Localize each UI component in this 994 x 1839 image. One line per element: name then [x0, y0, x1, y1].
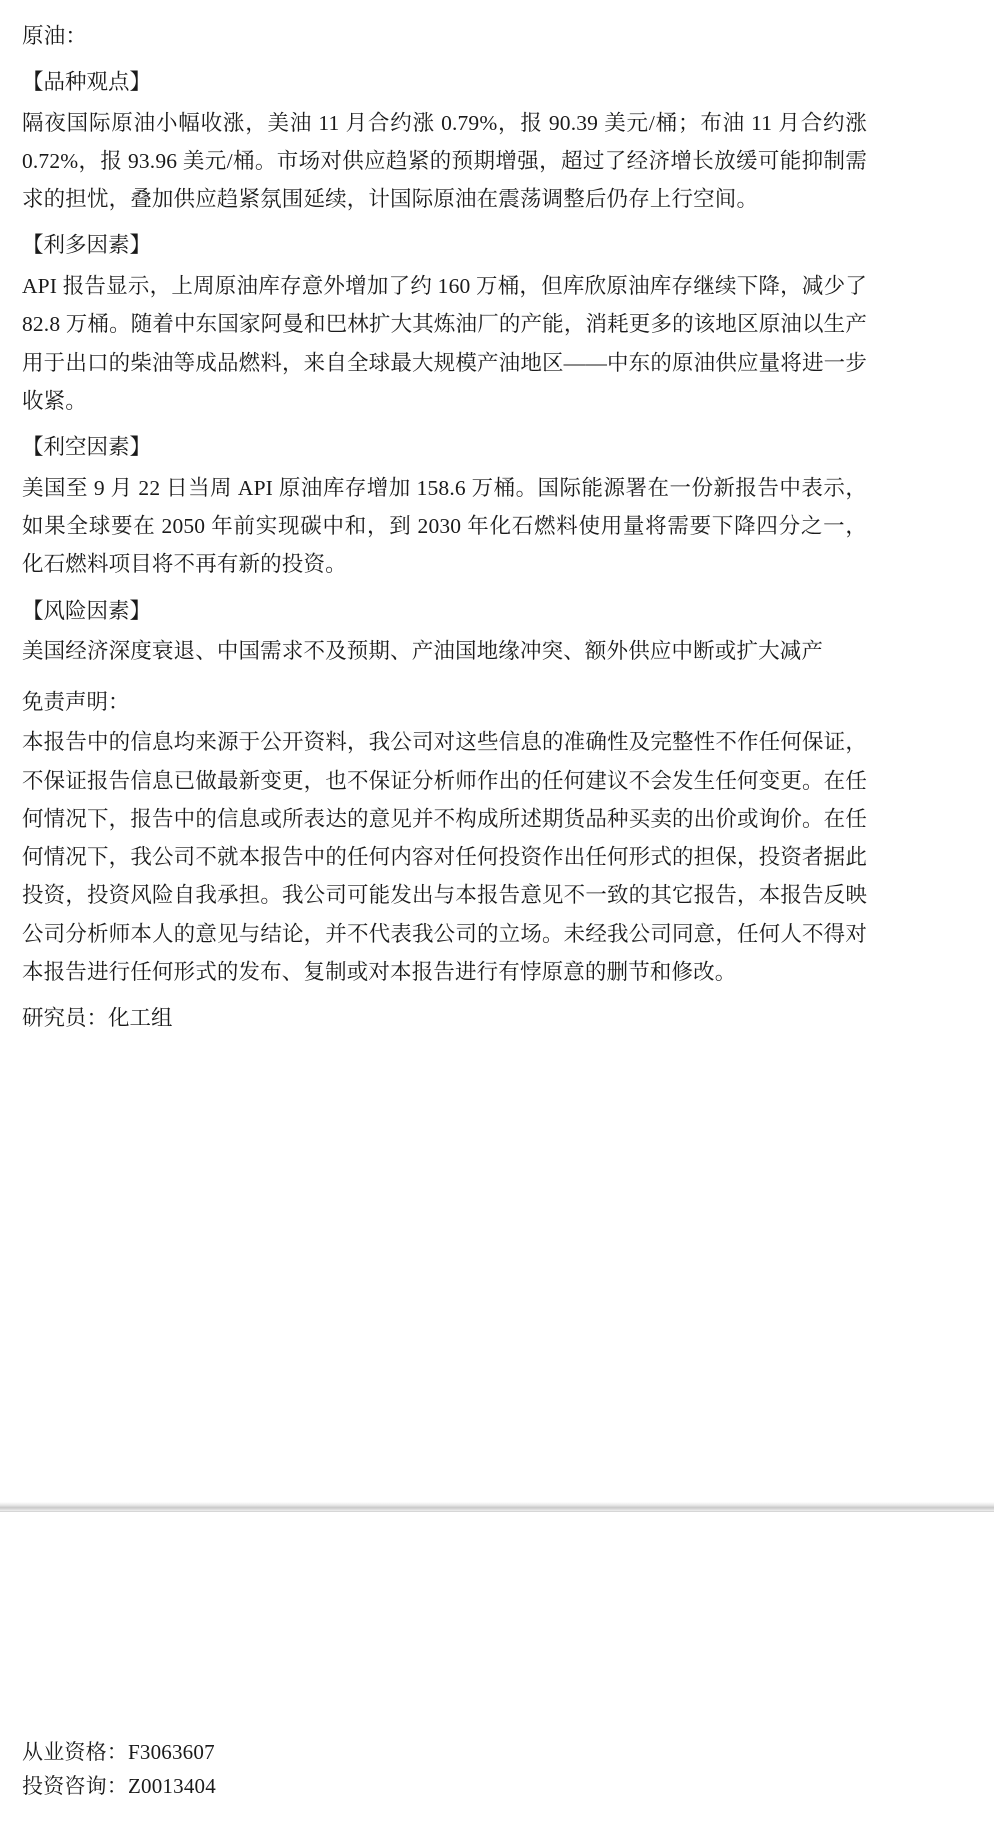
document-title: 原油：	[22, 24, 88, 48]
footer-consulting: 投资咨询：Z0013404	[22, 1773, 216, 1798]
section-risk-factors	[22, 592, 867, 671]
section-variety-view	[22, 63, 867, 218]
divider-gradient	[0, 1502, 994, 1511]
section-body: 隔夜国际原油小幅收涨，美油 11 月合约涨 0.79%，报 90.39 美元/桶；布油 11 月合约涨 0.72%，报 93.96 美元/桶。市场对供应趋紧的预期增强，超过了经济增长放缓可能抑制需求的担忧，叠加供应趋紧氛围延续，计国际原油在震荡调整后仍存上行空间。	[22, 110, 867, 212]
section-bearish-factors	[22, 428, 867, 583]
divider-hairline	[0, 1511, 994, 1512]
section-heading: 【品种观点】	[22, 69, 152, 94]
disclaimer-title: 免责声明：	[22, 689, 130, 714]
document-footer	[22, 1735, 822, 1803]
section-bullish-factors	[22, 226, 867, 420]
section-heading: 【利空因素】	[22, 435, 152, 460]
section-body: API 报告显示，上周原油库存意外增加了约 160 万桶，但库欣原油库存继续下降，减少了 82.8 万桶。随着中东国家阿曼和巴林扩大其炼油厂的产能，消耗更多的该地区原油以生产用于出口的柴油等成品燃料，来自全球最大规模产油地区——中东的原油供应量将进一步收紧。	[22, 274, 867, 413]
section-heading: 【风险因素】	[22, 598, 152, 623]
document-body	[22, 18, 867, 1038]
section-heading: 【利多因素】	[22, 233, 152, 258]
researcher-line: 研究员：化工组	[22, 1006, 173, 1031]
disclaimer-body: 本报告中的信息均来源于公开资料，我公司对这些信息的准确性及完整性不作任何保证，不保证报告信息已做最新变更，也不保证分析师作出的任何建议不会发生任何变更。在任何情况下，报告中的信息或所表达的意见并不构成所述期货品种买卖的出价或询价。在任何情况下，我公司不就本报告中的任何内容对任何投资作出任何形式的担保，投资者据此投资，投资风险自我承担。我公司可能发出与本报告意见不一致的其它报告，本报告反映公司分析师本人的意见与结论，并不代表我公司的立场。未经我公司同意，任何人不得对本报告进行任何形式的发布、复制或对本报告进行有悖原意的删节和修改。	[22, 730, 867, 984]
footer-qualification: 从业资格：F3063607	[22, 1739, 215, 1764]
disclaimer-section	[22, 683, 867, 992]
section-body: 美国至 9 月 22 日当周 API 原油库存增加 158.6 万桶。国际能源署在一份新报告中表示，如果全球要在 2050 年前实现碳中和，到 2030 年化石燃料使用量将需要下降四分之一，化石燃料项目将不再有新的投资。	[22, 475, 867, 577]
page-divider	[0, 1488, 994, 1528]
section-body: 美国经济深度衰退、中国需求不及预期、产油国地缘冲突、额外供应中断或扩大减产	[22, 639, 824, 664]
